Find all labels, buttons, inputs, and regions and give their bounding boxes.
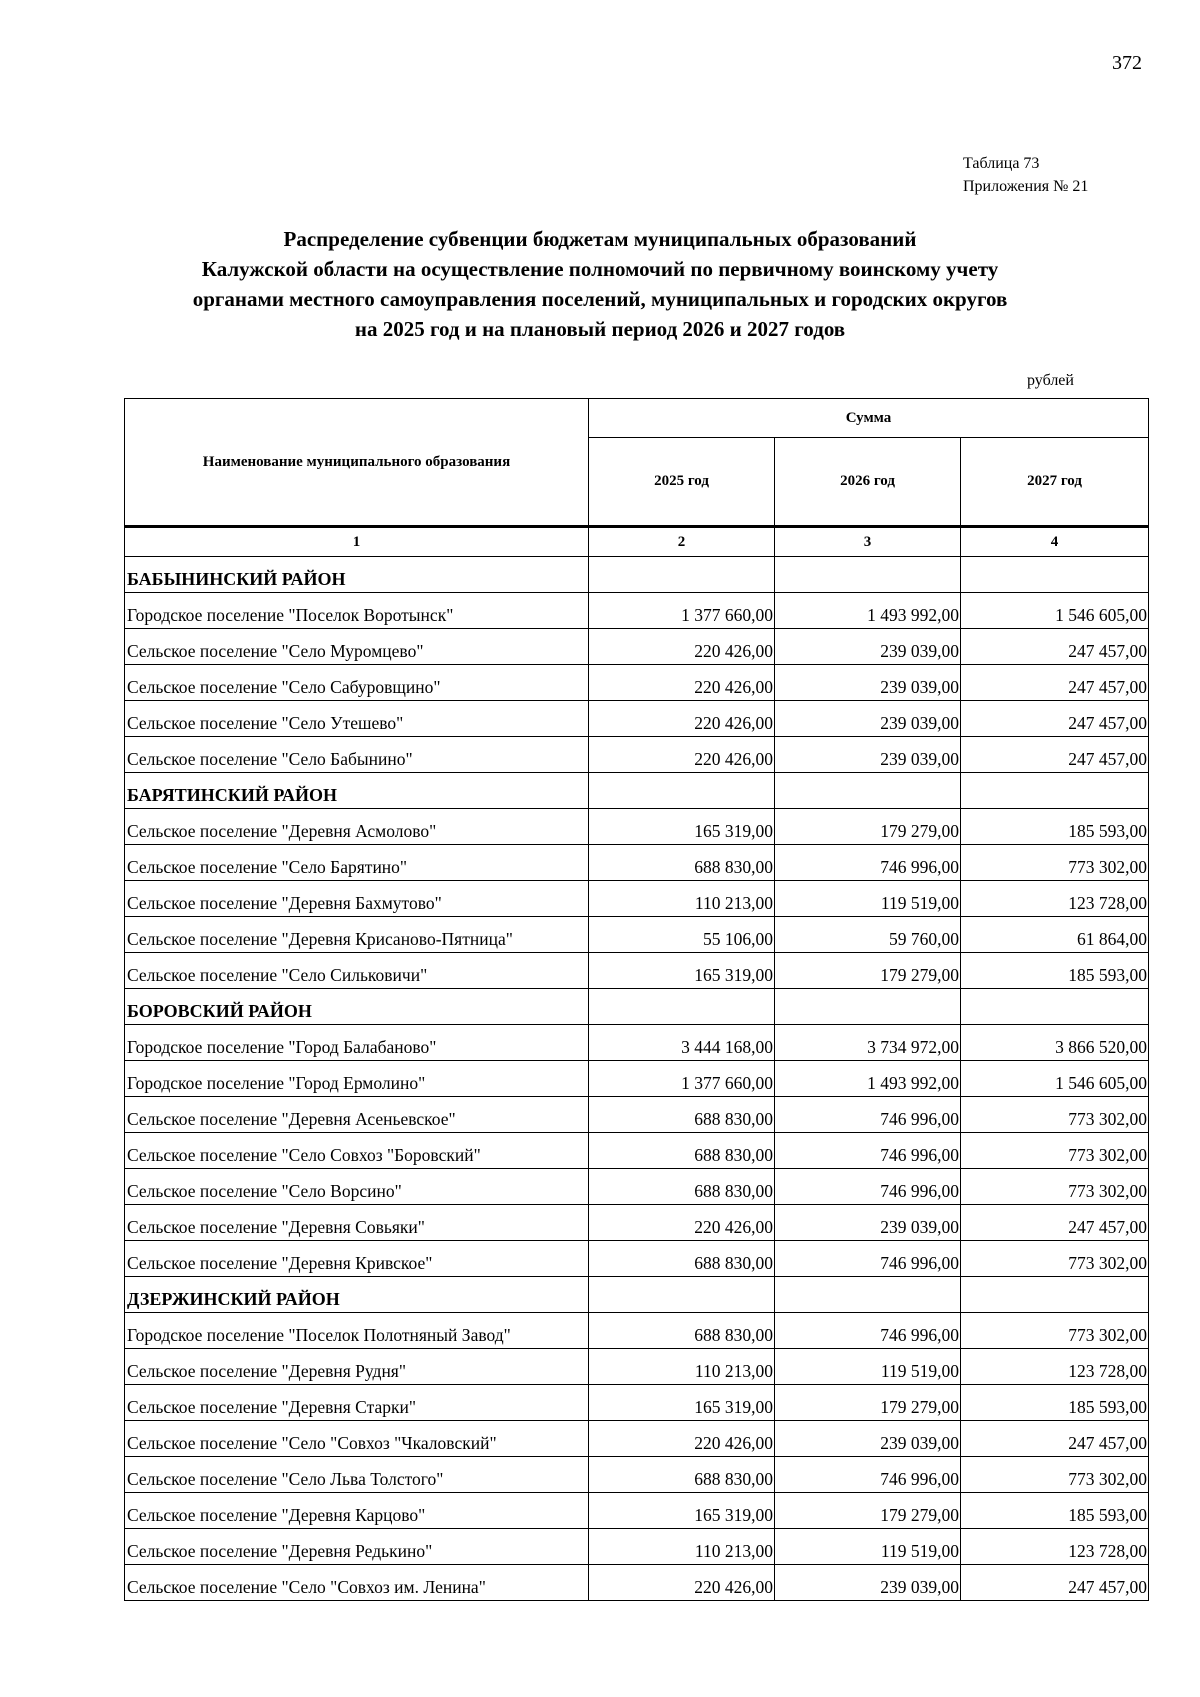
settlement-name: Сельское поселение "Деревня Карцово": [125, 1493, 589, 1529]
amount-2027: 773 302,00: [961, 1097, 1149, 1133]
table-row: [125, 1025, 1149, 1061]
amount-2025: 688 830,00: [589, 1313, 775, 1349]
amount-2025: 220 426,00: [589, 1421, 775, 1457]
amount-2025: 688 830,00: [589, 1133, 775, 1169]
settlement-name: Сельское поселение "Село Муромцево": [125, 629, 589, 665]
empty-cell: [589, 1277, 775, 1313]
page-number: 372: [1112, 52, 1142, 74]
table-row: [125, 1205, 1149, 1241]
subvention-table: [124, 398, 1149, 1601]
amount-2025: 3 444 168,00: [589, 1025, 775, 1061]
settlement-name: Сельское поселение "Село Ворсино": [125, 1169, 589, 1205]
title-line: на 2025 год и на плановый период 2026 и 2027 годов: [354, 317, 846, 341]
amount-2027: 773 302,00: [961, 845, 1149, 881]
column-number: 4: [961, 527, 1149, 557]
amount-2027: 773 302,00: [961, 1313, 1149, 1349]
table-row: [125, 1493, 1149, 1529]
table-row: [125, 1385, 1149, 1421]
amount-2027: 3 866 520,00: [961, 1025, 1149, 1061]
empty-cell: [589, 989, 775, 1025]
amount-2025: 55 106,00: [589, 917, 775, 953]
amount-2026: 179 279,00: [775, 809, 961, 845]
amount-2027: 123 728,00: [961, 881, 1149, 917]
table-row: [125, 881, 1149, 917]
table-label: Таблица 73: [963, 155, 1040, 172]
amount-2026: 746 996,00: [775, 1169, 961, 1205]
column-header-name: Наименование муниципального образования: [125, 399, 589, 527]
amount-2027: 185 593,00: [961, 1385, 1149, 1421]
amount-2026: 179 279,00: [775, 953, 961, 989]
title-line: Калужской области на осуществление полномочий по первичному воинскому учету: [201, 257, 999, 281]
amount-2027: 247 457,00: [961, 1421, 1149, 1457]
amount-2026: 239 039,00: [775, 701, 961, 737]
amount-2026: 239 039,00: [775, 1421, 961, 1457]
empty-cell: [775, 1277, 961, 1313]
amount-2027: 247 457,00: [961, 665, 1149, 701]
district-row: [125, 557, 1149, 593]
amount-2026: 119 519,00: [775, 881, 961, 917]
settlement-name: Городское поселение "Город Балабаново": [125, 1025, 589, 1061]
amount-2027: 185 593,00: [961, 809, 1149, 845]
amount-2025: 688 830,00: [589, 1169, 775, 1205]
amount-2026: 1 493 992,00: [775, 1061, 961, 1097]
settlement-name: Сельское поселение "Село Льва Толстого": [125, 1457, 589, 1493]
amount-2025: 688 830,00: [589, 1457, 775, 1493]
title-line: Распределение субвенции бюджетам муниципальных образований: [283, 227, 917, 251]
table-row: [125, 1529, 1149, 1565]
amount-2026: 746 996,00: [775, 1097, 961, 1133]
amount-2026: 239 039,00: [775, 665, 961, 701]
settlement-name: Сельское поселение "Деревня Старки": [125, 1385, 589, 1421]
empty-cell: [775, 557, 961, 593]
column-header-2026: 2026 год: [775, 438, 961, 527]
table-row: [125, 845, 1149, 881]
amount-2025: 688 830,00: [589, 845, 775, 881]
amount-2025: 688 830,00: [589, 1241, 775, 1277]
amount-2025: 110 213,00: [589, 881, 775, 917]
amount-2026: 119 519,00: [775, 1349, 961, 1385]
amount-2025: 688 830,00: [589, 1097, 775, 1133]
amount-2026: 239 039,00: [775, 737, 961, 773]
settlement-name: Сельское поселение "Село Барятино": [125, 845, 589, 881]
amount-2025: 110 213,00: [589, 1529, 775, 1565]
district-row: [125, 773, 1149, 809]
empty-cell: [961, 989, 1149, 1025]
column-header-2025: 2025 год: [589, 438, 775, 527]
amount-2025: 165 319,00: [589, 809, 775, 845]
amount-2027: 185 593,00: [961, 1493, 1149, 1529]
amount-2027: 123 728,00: [961, 1529, 1149, 1565]
district-row: [125, 1277, 1149, 1313]
empty-cell: [961, 773, 1149, 809]
amount-2025: 1 377 660,00: [589, 1061, 775, 1097]
empty-cell: [589, 557, 775, 593]
table-row: [125, 665, 1149, 701]
amount-2026: 1 493 992,00: [775, 593, 961, 629]
empty-cell: [961, 1277, 1149, 1313]
amount-2025: 220 426,00: [589, 665, 775, 701]
table-row: [125, 1097, 1149, 1133]
table-row: [125, 1421, 1149, 1457]
settlement-name: Сельское поселение "Село "Совхоз им. Ленина": [125, 1565, 589, 1601]
settlement-name: Сельское поселение "Деревня Кривское": [125, 1241, 589, 1277]
settlement-name: Сельское поселение "Деревня Рудня": [125, 1349, 589, 1385]
settlement-name: Сельское поселение "Село Сабуровщино": [125, 665, 589, 701]
amount-2027: 247 457,00: [961, 629, 1149, 665]
district-row: [125, 989, 1149, 1025]
table-row: [125, 1313, 1149, 1349]
amount-2025: 220 426,00: [589, 1205, 775, 1241]
amount-2026: 119 519,00: [775, 1529, 961, 1565]
amount-2026: 59 760,00: [775, 917, 961, 953]
table-reference: [963, 152, 1088, 198]
amount-2026: 239 039,00: [775, 1205, 961, 1241]
table-row: [125, 1349, 1149, 1385]
amount-2026: 746 996,00: [775, 1313, 961, 1349]
amount-2027: 61 864,00: [961, 917, 1149, 953]
table-row: [125, 809, 1149, 845]
amount-2025: 220 426,00: [589, 1565, 775, 1601]
appendix-label: Приложения № 21: [963, 178, 1089, 195]
table-row: [125, 917, 1149, 953]
table-row: [125, 1565, 1149, 1601]
amount-2026: 746 996,00: [775, 845, 961, 881]
amount-2027: 123 728,00: [961, 1349, 1149, 1385]
amount-2025: 165 319,00: [589, 1385, 775, 1421]
amount-2027: 773 302,00: [961, 1169, 1149, 1205]
column-number: 3: [775, 527, 961, 557]
amount-2027: 1 546 605,00: [961, 1061, 1149, 1097]
amount-2026: 239 039,00: [775, 629, 961, 665]
settlement-name: Сельское поселение "Село Сильковичи": [125, 953, 589, 989]
amount-2027: 773 302,00: [961, 1457, 1149, 1493]
settlement-name: Сельское поселение "Село "Совхоз "Чкаловский": [125, 1421, 589, 1457]
settlement-name: Сельское поселение "Деревня Крисаново-Пятница": [125, 917, 589, 953]
amount-2025: 165 319,00: [589, 1493, 775, 1529]
amount-2025: 110 213,00: [589, 1349, 775, 1385]
district-name: ДЗЕРЖИНСКИЙ РАЙОН: [125, 1277, 589, 1313]
table-row: [125, 953, 1149, 989]
units-label: рублей: [1027, 372, 1074, 389]
table-row: [125, 593, 1149, 629]
amount-2026: 746 996,00: [775, 1133, 961, 1169]
amount-2025: 1 377 660,00: [589, 593, 775, 629]
table-row: [125, 701, 1149, 737]
column-number: 2: [589, 527, 775, 557]
table-row: [125, 1133, 1149, 1169]
empty-cell: [589, 773, 775, 809]
settlement-name: Сельское поселение "Деревня Асмолово": [125, 809, 589, 845]
amount-2026: 179 279,00: [775, 1385, 961, 1421]
amount-2026: 746 996,00: [775, 1457, 961, 1493]
settlement-name: Сельское поселение "Село Бабынино": [125, 737, 589, 773]
amount-2027: 773 302,00: [961, 1241, 1149, 1277]
column-number: 1: [125, 527, 589, 557]
empty-cell: [961, 557, 1149, 593]
amount-2025: 165 319,00: [589, 953, 775, 989]
district-name: БАБЫНИНСКИЙ РАЙОН: [125, 557, 589, 593]
amount-2027: 773 302,00: [961, 1133, 1149, 1169]
amount-2027: 1 546 605,00: [961, 593, 1149, 629]
settlement-name: Городское поселение "Поселок Воротынск": [125, 593, 589, 629]
district-name: БОРОВСКИЙ РАЙОН: [125, 989, 589, 1025]
table-row: [125, 629, 1149, 665]
settlement-name: Сельское поселение "Деревня Бахмутово": [125, 881, 589, 917]
empty-cell: [775, 989, 961, 1025]
amount-2026: 239 039,00: [775, 1565, 961, 1601]
amount-2026: 179 279,00: [775, 1493, 961, 1529]
table-row: [125, 1169, 1149, 1205]
document-title: [150, 224, 1050, 344]
settlement-name: Сельское поселение "Деревня Редькино": [125, 1529, 589, 1565]
amount-2026: 3 734 972,00: [775, 1025, 961, 1061]
settlement-name: Сельское поселение "Село Совхоз "Боровский": [125, 1133, 589, 1169]
table-row: [125, 1061, 1149, 1097]
settlement-name: Сельское поселение "Деревня Совьяки": [125, 1205, 589, 1241]
table-body: [125, 557, 1149, 1601]
amount-2025: 220 426,00: [589, 701, 775, 737]
settlement-name: Сельское поселение "Село Утешево": [125, 701, 589, 737]
empty-cell: [775, 773, 961, 809]
column-header-sum: Сумма: [589, 399, 1149, 438]
amount-2025: 220 426,00: [589, 629, 775, 665]
amount-2026: 746 996,00: [775, 1241, 961, 1277]
amount-2027: 247 457,00: [961, 1565, 1149, 1601]
amount-2025: 220 426,00: [589, 737, 775, 773]
amount-2027: 247 457,00: [961, 701, 1149, 737]
settlement-name: Городское поселение "Поселок Полотняный Завод": [125, 1313, 589, 1349]
settlement-name: Городское поселение "Город Ермолино": [125, 1061, 589, 1097]
title-line: органами местного самоуправления поселений, муниципальных и городских округов: [192, 287, 1008, 311]
amount-2027: 247 457,00: [961, 1205, 1149, 1241]
column-header-2027: 2027 год: [961, 438, 1149, 527]
table-row: [125, 1457, 1149, 1493]
table-row: [125, 1241, 1149, 1277]
district-name: БАРЯТИНСКИЙ РАЙОН: [125, 773, 589, 809]
amount-2027: 185 593,00: [961, 953, 1149, 989]
settlement-name: Сельское поселение "Деревня Асеньевское": [125, 1097, 589, 1133]
table-row: [125, 737, 1149, 773]
amount-2027: 247 457,00: [961, 737, 1149, 773]
